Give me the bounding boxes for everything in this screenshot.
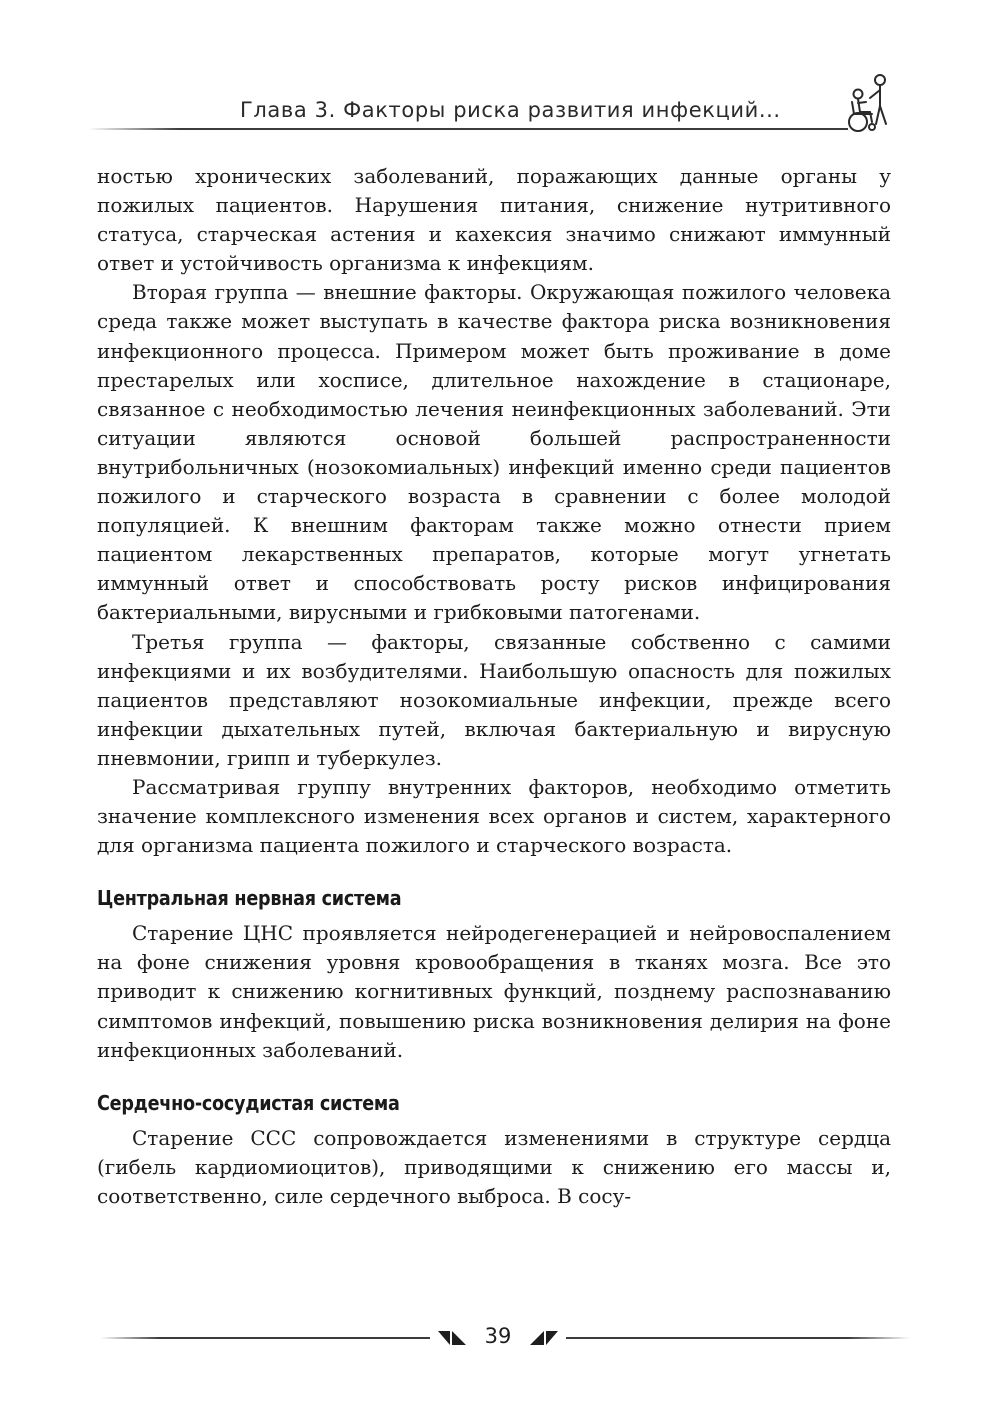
paragraph: ностью хронических заболеваний, поражающих данные органы у пожилых пациентов. Нарушения питания, снижение нутритивного статуса, старческая астения и кахексия значимо снижают иммунный ответ и устойчивость организма к инфекциям. (97, 164, 891, 276)
header-rule (88, 128, 848, 130)
page-number: 39 (484, 1324, 512, 1348)
elderly-wheelchair-icon (842, 72, 900, 134)
paragraph: Третья группа — факторы, связанные собственно с самими инфекциями и их возбудителями. Наибольшую опасность для пожилых пациентов представляют нозокомиальные инфекции, прежде всего инфекции дыхательных путей, включая бактериальную и вирусную пневмонии, грипп и туберкулез. (97, 629, 891, 770)
running-header: Глава 3. Факторы риска развития инфекций... (240, 98, 781, 122)
footer-rule-right (566, 1337, 910, 1339)
paragraph: Вторая группа — внешние факторы. Окружающая пожилого человека среда также может выступать в качестве фактора риска возникновения инфекционного процесса. Примером может быть проживание в доме престарелых или хосписе, длительное нахождение в стационаре, связанное с необходимостью лечения неинфекционных заболеваний. Эти ситуации являются основой большей распространенности внутрибольничных (нозокомиальных) инфекций именно среди пациентов пожилого и старческого возраста в сравнении с более молодой популяцией. К внешним факторам также можно отнести прием пациентом лекарственных препаратов, которые могут угнетать иммунный ответ и способствовать росту рисков инфицирования бактериальными, вирусными и грибковыми патогенами. (97, 280, 891, 625)
section-heading: Сердечно-сосудистая система (97, 1090, 400, 1115)
footer-ornament-left-icon (436, 1327, 470, 1349)
footer-ornament-right-icon (526, 1327, 560, 1349)
paragraph: Рассматривая группу внутренних факторов, необходимо отметить значение комплексного изменения всех органов и систем, характерного для организма пациента пожилого и старческого возраста. (97, 774, 891, 858)
main-text (97, 162, 891, 1211)
paragraph: Старение ССС сопровождается изменениями в структуре сердца (гибель кардиомиоцитов), приводящими к снижению его массы и, соответственно, силе сердечного выброса. В сосу- (97, 1125, 891, 1208)
footer-rule-left (100, 1337, 430, 1339)
section-heading: Центральная нервная система (97, 886, 402, 911)
paragraph: Старение ЦНС проявляется нейродегенерацией и нейровоспалением на фоне снижения уровня кровообращения в тканях мозга. Все это приводит к снижению когнитивных функций, позднему распознаванию симптомов инфекций, повышению риска возникновения делирия на фоне инфекционных заболеваний. (97, 921, 891, 1062)
